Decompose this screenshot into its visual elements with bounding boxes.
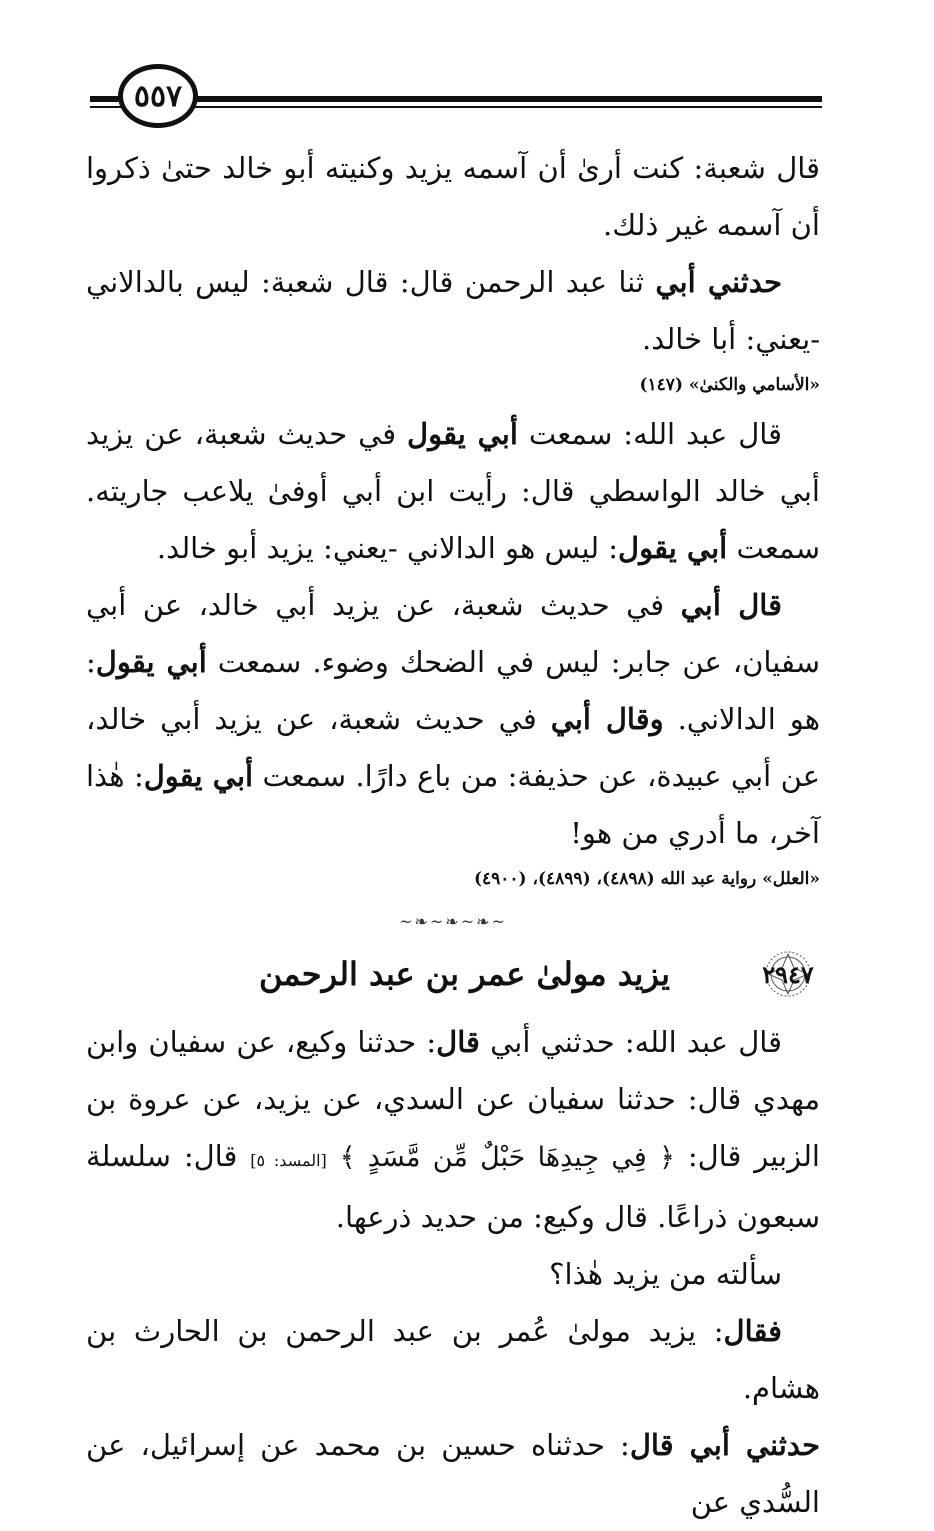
paragraph-6: سألته من يزيد هٰذا؟ xyxy=(549,1257,782,1291)
text-span: : يزيد مولىٰ عُمر بن عبد الرحمن بن الحارث بن هشام. xyxy=(86,1314,820,1405)
verse-reference: [المسد: ٥] xyxy=(250,1151,327,1170)
quran-verse: ﴿ فِي جِيدِهَا حَبْلٌ مِّن مَّسَدٍ ﴾ xyxy=(339,1142,675,1173)
bold-phrase: فقال xyxy=(723,1314,782,1348)
text-span: قال عبد الله: حدثني أبي xyxy=(479,1025,782,1059)
bold-phrase: أبي يقول xyxy=(95,645,207,679)
section-heading xyxy=(86,944,820,1014)
text-span: في حديث شعبة، عن يزيد أبي خالد الواسطي قال: رأيت ابن أبي أوفىٰ يلاعب جاريته. سمعت xyxy=(86,417,820,565)
bold-phrase: أبي يقول xyxy=(143,759,254,793)
text-span: قال: سلسلة سبعون ذراعًا. قال وكيع: من حديد ذرعها. xyxy=(86,1139,820,1234)
paragraph-1: قال شعبة: كنت أرىٰ أن آسمه يزيد وكنيته أبو خالد حتىٰ ذكروا أن آسمه غير ذلك. xyxy=(86,151,820,242)
bold-phrase: حدثني أبي xyxy=(655,265,783,299)
text-span: : حدثناه حسين بن محمد عن إسرائيل، عن السُّدي عن xyxy=(86,1428,820,1519)
header-rule-thin xyxy=(90,106,822,108)
text-span: في حديث شعبة، عن يزيد أبي خالد، عن أبي سفيان، عن جابر: ليس في الضحك وضوء. سمعت xyxy=(86,588,820,679)
paragraph-8 xyxy=(86,1417,820,1531)
page-body xyxy=(86,140,820,1531)
text-span: : ليس هو الدالاني -يعني: يزيد أبو خالد. xyxy=(156,531,619,565)
page-header xyxy=(0,0,934,140)
section-number: ٢٩٤٧ xyxy=(762,959,814,989)
bold-phrase: أبي يقول xyxy=(618,531,728,565)
reference-2: «العلل» رواية عبد الله (٤٨٩٨)، (٤٨٩٩)، (٤٩٠٠) xyxy=(473,869,820,889)
text-span: : هو الدالاني. xyxy=(86,645,820,736)
page-number-badge xyxy=(118,64,198,128)
text-span: ثنا عبد الرحمن قال: قال شعبة: ليس بالدالاني -يعني: أبا خالد. xyxy=(86,265,820,356)
ornament-divider: ~❧~❧~❧~ xyxy=(399,912,507,931)
bold-phrase: وقال أبي xyxy=(550,702,664,736)
paragraph-4 xyxy=(86,577,820,862)
header-rule-thick xyxy=(90,96,822,102)
bold-phrase: قال أبي xyxy=(680,588,782,622)
text-span: في حديث شعبة، عن يزيد أبي خالد، عن أبي عبيدة، عن حذيفة: من باع دارًا. سمعت xyxy=(86,702,820,793)
bold-phrase: قال xyxy=(436,1025,480,1059)
text-span: : هٰذا آخر، ما أدري من هو! xyxy=(86,759,820,850)
section-title: يزيد مولىٰ عمر بن عبد الرحمن xyxy=(258,955,670,993)
section-number-badge xyxy=(756,950,820,998)
paragraph-7 xyxy=(86,1303,820,1417)
paragraph-5 xyxy=(86,1014,820,1246)
text-span: قال عبد الله: سمعت xyxy=(517,417,782,451)
page-number: ٥٥٧ xyxy=(133,78,183,114)
paragraph-3 xyxy=(86,406,820,577)
paragraph-2 xyxy=(86,254,820,368)
reference-1: «الأسامي والكنىٰ» (١٤٧) xyxy=(639,375,820,395)
bold-phrase: أبي يقول xyxy=(407,417,518,451)
bold-phrase: حدثني أبي قال xyxy=(629,1428,820,1462)
text-span: : حدثنا وكيع، عن سفيان وابن مهدي قال: حدثنا سفيان عن السدي، عن يزيد، عن عروة بن الزبير قال: xyxy=(86,1025,820,1173)
